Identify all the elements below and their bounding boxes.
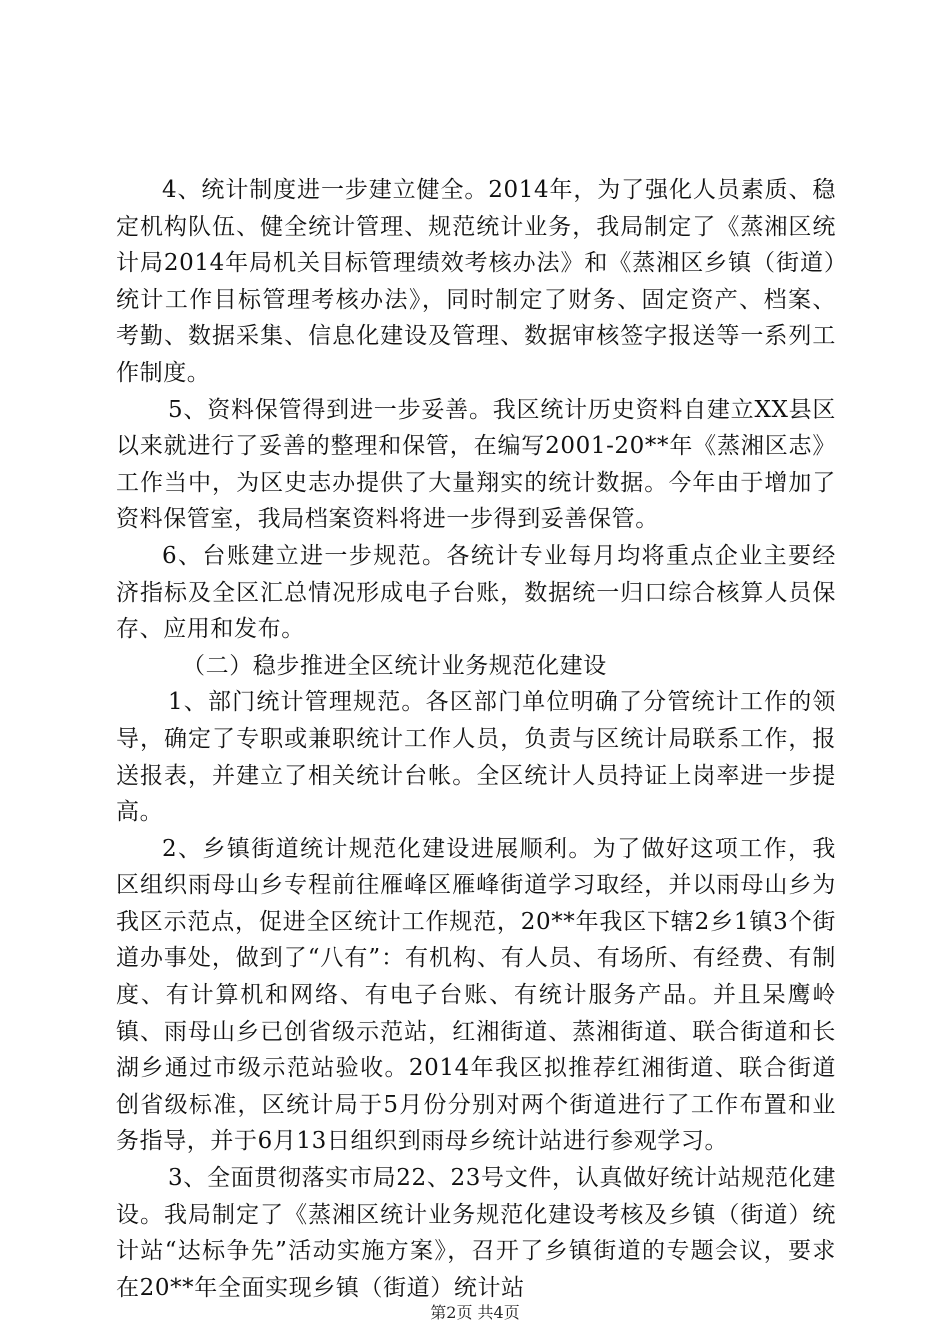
document-body [116, 172, 836, 1306]
paragraph-city-documents: 3、全面贯彻落实市局22、23号文件，认真做好统计站规范化建设。我局制定了《蒸湘区统计业务规范化建设考核及乡镇（街道）统计站“达标争先”活动实施方案》，召开了乡镇街道的专题会议，要求在20**年全面实现乡镇（街道）统计站 [116, 1165, 836, 1301]
paragraph-department-management: 1、部门统计管理规范。各区部门单位明确了分管统计工作的领导，确定了专职或兼职统计工作人员，负责与区统计局联系工作，报送报表，并建立了相关统计台帐。全区统计人员持证上岗率进一步提高。 [116, 689, 836, 826]
page-number-footer: 第2页 共4页 [430, 1303, 520, 1322]
paragraph-ledger: 6、台账建立进一步规范。各统计专业每月均将重点企业主要经济指标及全区汇总情况形成电子台账，数据统一归口综合核算人员保存、应用和发布。 [116, 542, 836, 643]
paragraph-township-standardization: 2、乡镇街道统计规范化建设进展顺利。为了做好这项工作，我区组织雨母山乡专程前往雁峰区雁峰街道学习取经，并以雨母山乡为我区示范点，促进全区统计工作规范，20**年我区下辖2乡1镇3个街道办事处，做到了“八有”：有机构、有人员、有场所、有经费、有制度、有计算机和网络、有电子台账、有统计服务产品。并且呆鹰岭镇、雨母山乡已创省级示范站，红湘街道、蒸湘街道、联合街道和长湖乡通过市级示范站验收。2014年我区拟推荐红湘街道、联合街道创省级标准，区统计局于5月份分别对两个街道进行了工作布置和业务指导，并于6月13日组织到雨母乡统计站进行参观学习。 [116, 835, 836, 1155]
section-heading: （二）稳步推进全区统计业务规范化建设 [182, 652, 607, 679]
paragraph-data-archiving: 5、资料保管得到进一步妥善。我区统计历史资料自建立XX县区以来就进行了妥善的整理和保管，在编写2001-20**年《蒸湘区志》工作当中，为区史志办提供了大量翔实的统计数据。今年由于增加了资料保管室，我局档案资料将进一步得到妥善保管。 [116, 396, 836, 533]
paragraph-statistics-system: 4、统计制度进一步建立健全。2014年，为了强化人员素质、稳定机构队伍、健全统计管理、规范统计业务，我局制定了《蒸湘区统计局2014年局机关目标管理绩效考核办法》和《蒸湘区乡镇（街道）统计工作目标管理考核办法》，同时制定了财务、固定资产、档案、考勤、数据采集、信息化建设及管理、数据审核签字报送等一系列工作制度。 [116, 177, 836, 386]
